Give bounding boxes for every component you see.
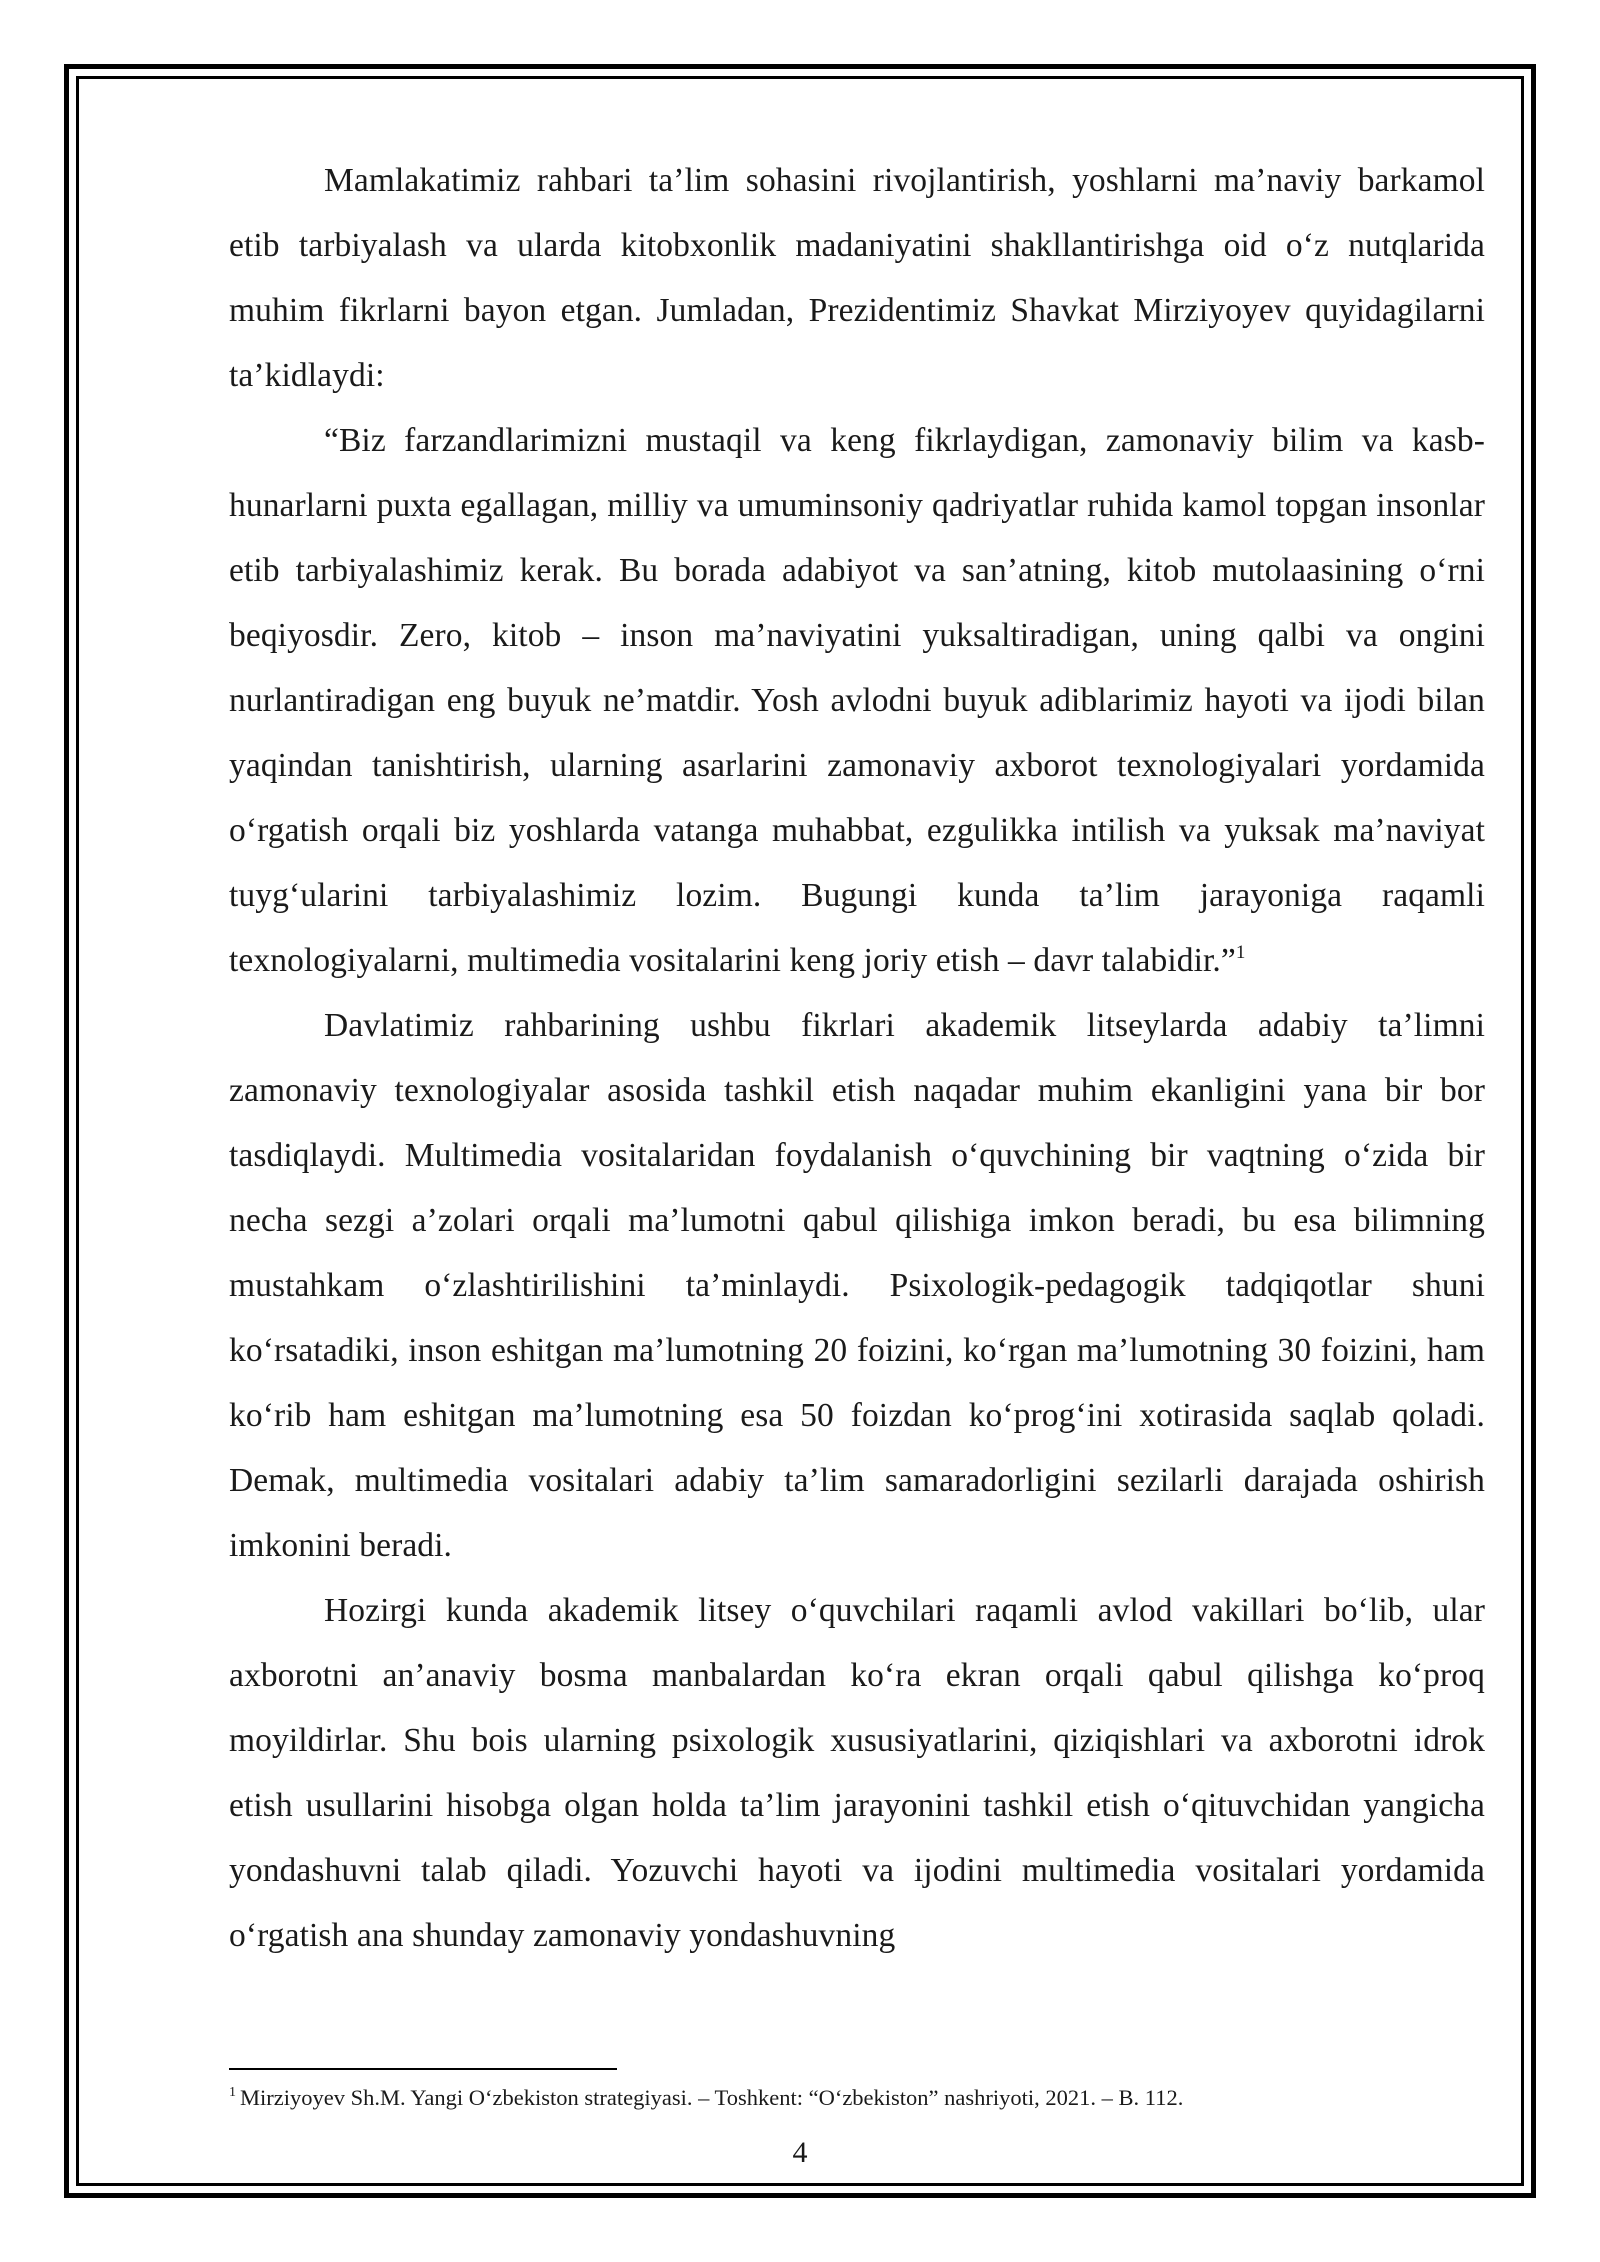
footnote-text: Mirziyoyev Sh.M. Yangi O‘zbekiston strategiyasi. – Toshkent: “O‘zbekiston” nashriyoti, 2021. – B. 112. bbox=[240, 2085, 1184, 2110]
paragraph-4: Hozirgi kunda akademik litsey o‘quvchilari raqamli avlod vakillari bo‘lib, ular axborotni an’anaviy bosma manbalardan ko‘ra ekran orqali qabul qilishga ko‘proq moyildirlar. Shu bois ularning psixologik xususiyatlarini, qiziqishlari va axborotni idrok etish usullarini hisobga olgan holda ta’lim jarayonini tashkil etish o‘qituvchidan yangicha yondashuvni talab qiladi. Yozuvchi hayoti va ijodini multimedia vositalari yordamida o‘rgatish ana shunday zamonaviy yondashuvning bbox=[229, 1592, 1485, 1954]
paragraph-2-quote bbox=[229, 408, 1485, 993]
footnote-separator bbox=[229, 2068, 617, 2070]
paragraph-1: Mamlakatimiz rahbari ta’lim sohasini rivojlantirish, yoshlarni ma’naviy barkamol etib tarbiyalash va ularda kitobxonlik madaniyatini shakllantirishga oid o‘z nutqlarida muhim fikrlarni bayon etgan. Jumladan, Prezidentimiz Shavkat Mirziyoyev quyidagilarni ta’kidlaydi: bbox=[229, 162, 1485, 394]
page-number: 4 bbox=[792, 2136, 808, 2169]
paragraph-3: Davlatimiz rahbarining ushbu fikrlari akademik litseylarda adabiy ta’limni zamonaviy texnologiyalar asosida tashkil etish naqadar muhim ekanligini yana bir bor tasdiqlaydi. Multimedia vositalaridan foydalanish o‘quvchining bir vaqtning o‘zida bir necha sezgi a’zolari orqali ma’lumotni qabul qilishiga imkon beradi, bu esa bilimning mustahkam o‘zlashtirilishini ta’minlaydi. Psixologik-pedagogik tadqiqotlar shuni ko‘rsatadiki, inson eshitgan ma’lumotning 20 foizini, ko‘rgan ma’lumotning 30 foizini, ham ko‘rib ham eshitgan ma’lumotning esa 50 foizdan ko‘prog‘ini xotirasida saqlab qoladi. Demak, multimedia vositalari adabiy ta’lim samaradorligini sezilarli darajada oshirish imkonini beradi. bbox=[229, 1007, 1485, 1564]
quote-text: “Biz farzandlarimizni mustaqil va keng fikrlaydigan, zamonaviy bilim va kasb-hunarlarni puxta egallagan, milliy va umuminsoniy qadriyatlar ruhida kamol topgan insonlar etib tarbiyalashimiz kerak. Bu borada adabiyot va san’atning, kitob mutolaasining o‘rni beqiyosdir. Zero, kitob – inson ma’naviyatini yuksaltiradigan, uning qalbi va ongini nurlantiradigan eng buyuk ne’matdir. Yosh avlodni buyuk adiblarimiz hayoti va ijodi bilan yaqindan tanishtirish, ularning asarlarini zamonaviy axborot texnologiyalari yordamida o‘rgatish orqali biz yoshlarda vatanga muhabbat, ezgulikka intilish va yuksak ma’naviyat tuyg‘ularini tarbiyalashimiz lozim. Bugungi kunda ta’lim jarayoniga raqamli texnologiyalarni, multimedia vositalarini keng joriy etish – davr talabidir.” bbox=[229, 422, 1485, 979]
footnote bbox=[229, 2083, 1485, 2113]
footnote-reference[interactable]: 1 bbox=[1235, 942, 1246, 963]
footnote-marker: 1 bbox=[229, 2085, 236, 2100]
body-text bbox=[229, 148, 1485, 1968]
